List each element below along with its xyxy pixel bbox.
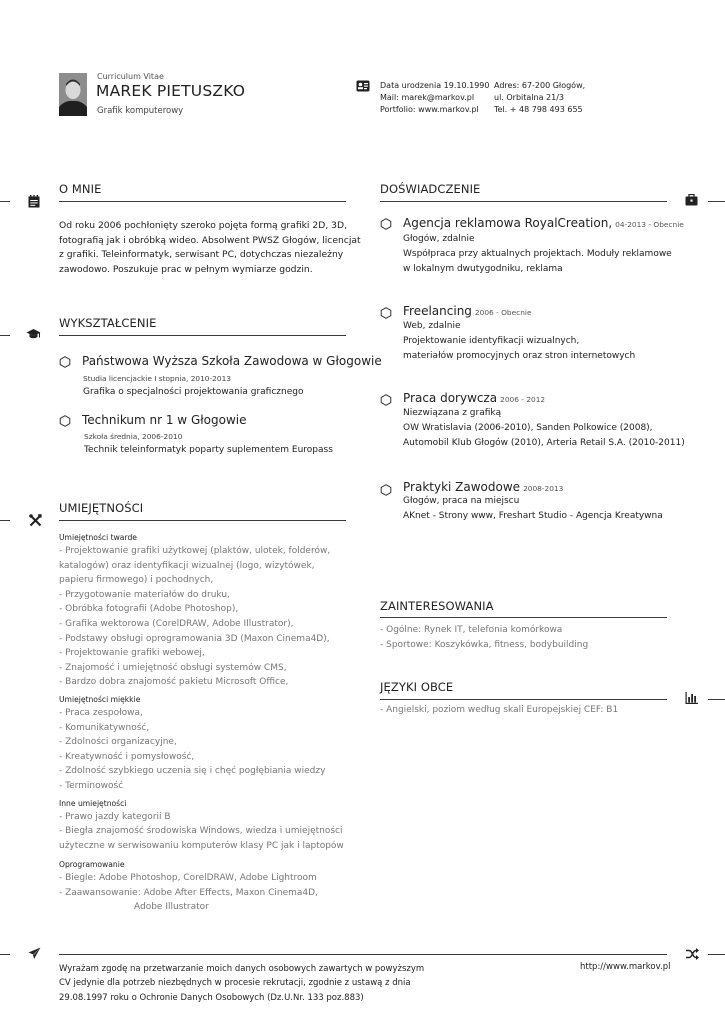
about-line: Od roku 2006 pochłonięty szeroko pojęta formą grafiki 2D, 3D, (59, 220, 348, 231)
experience-desc (403, 247, 672, 276)
skill-line: - Zaawansowanie: Adobe After Effects, Maxon Cinema4D, (59, 887, 318, 898)
languages-heading: JĘZYKI OBCE (380, 680, 454, 694)
skill-line: - Projektowanie grafiki webowej, (59, 648, 205, 659)
margin-tick (708, 201, 725, 202)
skill-line: - Bardzo dobra znajomość pakietu Microsoft Office, (59, 677, 289, 688)
experience-date: 2008-2013 (523, 484, 564, 493)
skill-line: - Komunikatywność, (59, 722, 150, 733)
education-rule (59, 335, 346, 336)
skill-line: papieru firmowego) i pochodnych, (59, 575, 214, 586)
hexagon-bullet-icon (59, 415, 71, 427)
shuffle-icon (686, 948, 699, 960)
phone: Tel. + 48 798 493 655 (494, 105, 583, 114)
contact-left (380, 80, 489, 116)
margin-tick (708, 954, 725, 955)
skill-line: - Podstawy obsługi oprogramowania 3D (Maxon Cinema4D), (59, 633, 330, 644)
paper-plane-icon (28, 947, 41, 960)
experience-sub: Niezwiązana z grafiką (403, 408, 502, 418)
margin-tick (0, 520, 10, 521)
consent-text (59, 962, 424, 1005)
hexagon-bullet-icon (380, 394, 392, 406)
experience-company: Praca dorywcza (403, 391, 498, 405)
experience-item-title (403, 480, 563, 494)
skill-line: - Prawo jazdy kategorii B (59, 811, 171, 822)
portfolio[interactable]: Portfolio: www.markov.pl (380, 105, 479, 114)
profile-photo (59, 73, 87, 116)
skill-line: - Grafika wektorowa (CorelDRAW, Adobe Illustrator), (59, 618, 294, 629)
skill-line: - Kreatywność i pomysłowość, (59, 751, 195, 762)
experience-desc-line: AKnet - Strony www, Freshart Studio - Agencja Kreatywna (403, 511, 663, 521)
experience-item-title (403, 216, 684, 230)
experience-desc-line: Współpraca przy aktualnych projektach. Moduły reklamowe (403, 249, 672, 259)
about-heading: O MNIE (59, 182, 102, 196)
contact-right (494, 80, 585, 116)
person-name: MAREK PIETUSZKO (96, 82, 246, 100)
skills-heading: UMIEJĘTNOŚCI (59, 501, 144, 515)
experience-date: 04-2013 - Obecnie (615, 220, 684, 229)
experience-item-title (403, 391, 545, 405)
email[interactable]: Mail: marek@markov.pl (380, 93, 475, 102)
margin-tick (708, 699, 725, 700)
footer-rule (59, 954, 667, 955)
skill-line: Adobe Illustrator (134, 902, 209, 913)
experience-company: Freelancing (403, 304, 472, 318)
about-text (59, 219, 361, 277)
experience-company: Agencja reklamowa RoyalCreation, (403, 216, 613, 230)
languages-rule (380, 699, 667, 700)
skill-line: - Projektowanie grafiki użytkowej (plaktów, ulotek, folderów, (59, 546, 331, 556)
hexagon-bullet-icon (380, 484, 392, 496)
consent-line: 29.08.1997 roku o Ochronie Danych Osobowych (Dz.U.Nr. 133 poz.883) (59, 992, 364, 1003)
skills-group-label: Inne umiejętności (59, 798, 127, 808)
skills-group-label: Umiejętności miękkie (59, 694, 141, 704)
interests-list (380, 623, 588, 652)
bar-chart-icon (685, 692, 698, 704)
skill-line: - Zdolność szybkiego uczenia się i chęć pogłębiania wiedzy (59, 766, 326, 777)
hexagon-bullet-icon (59, 356, 71, 368)
consent-line: Wyrażam zgodę na przetwarzanie moich danych osobowych zawartych w powyższym (59, 964, 425, 974)
skill-line: - Terminowość (59, 780, 124, 791)
notepad-icon (28, 195, 40, 208)
skills-group-label: Oprogramowanie (59, 860, 125, 870)
about-line: fotografią jak i obróbką wideo. Absolwent PWSZ Głogów, licencjat (59, 234, 361, 246)
experience-rule (380, 201, 667, 202)
experience-item-title (403, 304, 532, 318)
interest-line: - Ogólne: Rynek IT, telefonia komórkowa (380, 625, 563, 635)
experience-heading: DOŚWIADCZENIE (380, 182, 481, 196)
skill-line: - Znajomość i umiejętność obsługi systemów CMS, (59, 662, 287, 673)
margin-tick (0, 335, 10, 336)
address-line-2: ul. Orbitalna 21/3 (494, 93, 565, 102)
margin-tick (0, 954, 10, 955)
experience-desc-line: w lokalnym dwutygodniku, reklama (403, 263, 563, 274)
education-school: Państwowa Wyższa Szkoła Zawodowa w Głogowie (82, 354, 382, 368)
experience-sub: Głogów, zdalnie (403, 234, 475, 244)
education-heading: WYKSZTAŁCENIE (59, 316, 157, 330)
skills-group-label: Umiejętności twarde (59, 533, 137, 542)
interests-heading: ZAINTERESOWANIA (380, 599, 494, 613)
experience-date: 2006 - Obecnie (474, 308, 532, 317)
education-school: Technikum nr 1 w Głogowie (82, 413, 247, 427)
experience-desc-line: Projektowanie identyfikacji wizualnych, (403, 336, 580, 346)
skill-line: - Biegła znajomość środowiska Windows, wiedza i umiejętności (59, 826, 343, 837)
skill-line: - Praca zespołowa, (59, 707, 143, 718)
skill-line: - Obróbka fotografii (Adobe Photoshop), (59, 604, 239, 615)
footer-url[interactable]: http://www.markov.pl (580, 962, 671, 972)
experience-desc-line: OW Wratislavia (2006-2010), Sanden Polkowice (2008), (403, 423, 653, 433)
doc-label: Curriculum Vitae (97, 72, 164, 81)
about-line: zawodowo. Poszukuje prac w pełnym wymiarze godzin. (59, 263, 313, 275)
experience-desc (403, 421, 685, 450)
skills-rule (59, 520, 346, 521)
experience-sub: Głogów, praca na miejscu (403, 496, 520, 506)
experience-company: Praktyki Zawodowe (403, 480, 521, 494)
education-desc: Technik teleinformatyk poparty suplementem Europass (84, 445, 333, 455)
briefcase-icon (685, 194, 698, 206)
tools-icon (29, 514, 42, 527)
hexagon-bullet-icon (380, 218, 392, 230)
person-title: Grafik komputerowy (97, 106, 184, 116)
education-desc: Grafika o specjalności projektowania graficznego (83, 387, 304, 397)
hexagon-bullet-icon (380, 307, 392, 319)
skill-line: - Zdolności organizacyjne, (59, 737, 177, 748)
interest-line: - Sportowe: Koszykówka, fitness, bodybuilding (380, 639, 589, 650)
address-line-1: Adres: 67-200 Głogów, (494, 81, 586, 90)
experience-sub: Web, zdalnie (403, 321, 461, 331)
languages-list (380, 703, 618, 718)
skill-line: katalogów) oraz identyfikacji wizualnej (logo, wizytówek, (59, 560, 315, 571)
experience-desc (403, 334, 635, 363)
skill-line: - Biegle: Adobe Photoshop, CorelDRAW, Adobe Lightroom (59, 873, 317, 884)
margin-tick (0, 201, 10, 202)
id-card-icon (356, 80, 370, 92)
education-detail: Studia licencjackie I stopnia, 2010-2013 (83, 374, 231, 383)
interests-rule (380, 617, 667, 618)
graduation-cap-icon (26, 328, 41, 340)
about-line: z grafiki. Teleinformatyk, serwisant PC, dotychczas niezależny (59, 249, 344, 261)
birth-date: Data urodzenia 19.10.1990 (380, 81, 490, 90)
language-line: - Angielski, poziom według skali Europejskiej CEF: B1 (380, 705, 619, 715)
education-detail: Szkoła średnia, 2006-2010 (84, 432, 183, 441)
experience-desc-line: Automobil Klub Głogów (2010), Arteria Retail S.A. (2010-2011) (403, 437, 685, 448)
skills-list (59, 532, 344, 915)
skill-line: użyteczne w serwisowaniu komputerów klasy PC jak i laptopów (59, 840, 344, 851)
experience-desc (403, 509, 663, 524)
experience-desc-line: materiałów promocyjnych oraz stron internetowych (403, 350, 636, 361)
experience-date: 2006 - 2012 (500, 395, 546, 404)
about-rule (59, 201, 346, 202)
skill-line: - Przygotowanie materiałów do druku, (59, 589, 230, 600)
consent-line: CV jedynie dla potrzeb niezbędnych w procesie rekrutacji, zgodnie z ustawą z dnia (59, 978, 411, 989)
